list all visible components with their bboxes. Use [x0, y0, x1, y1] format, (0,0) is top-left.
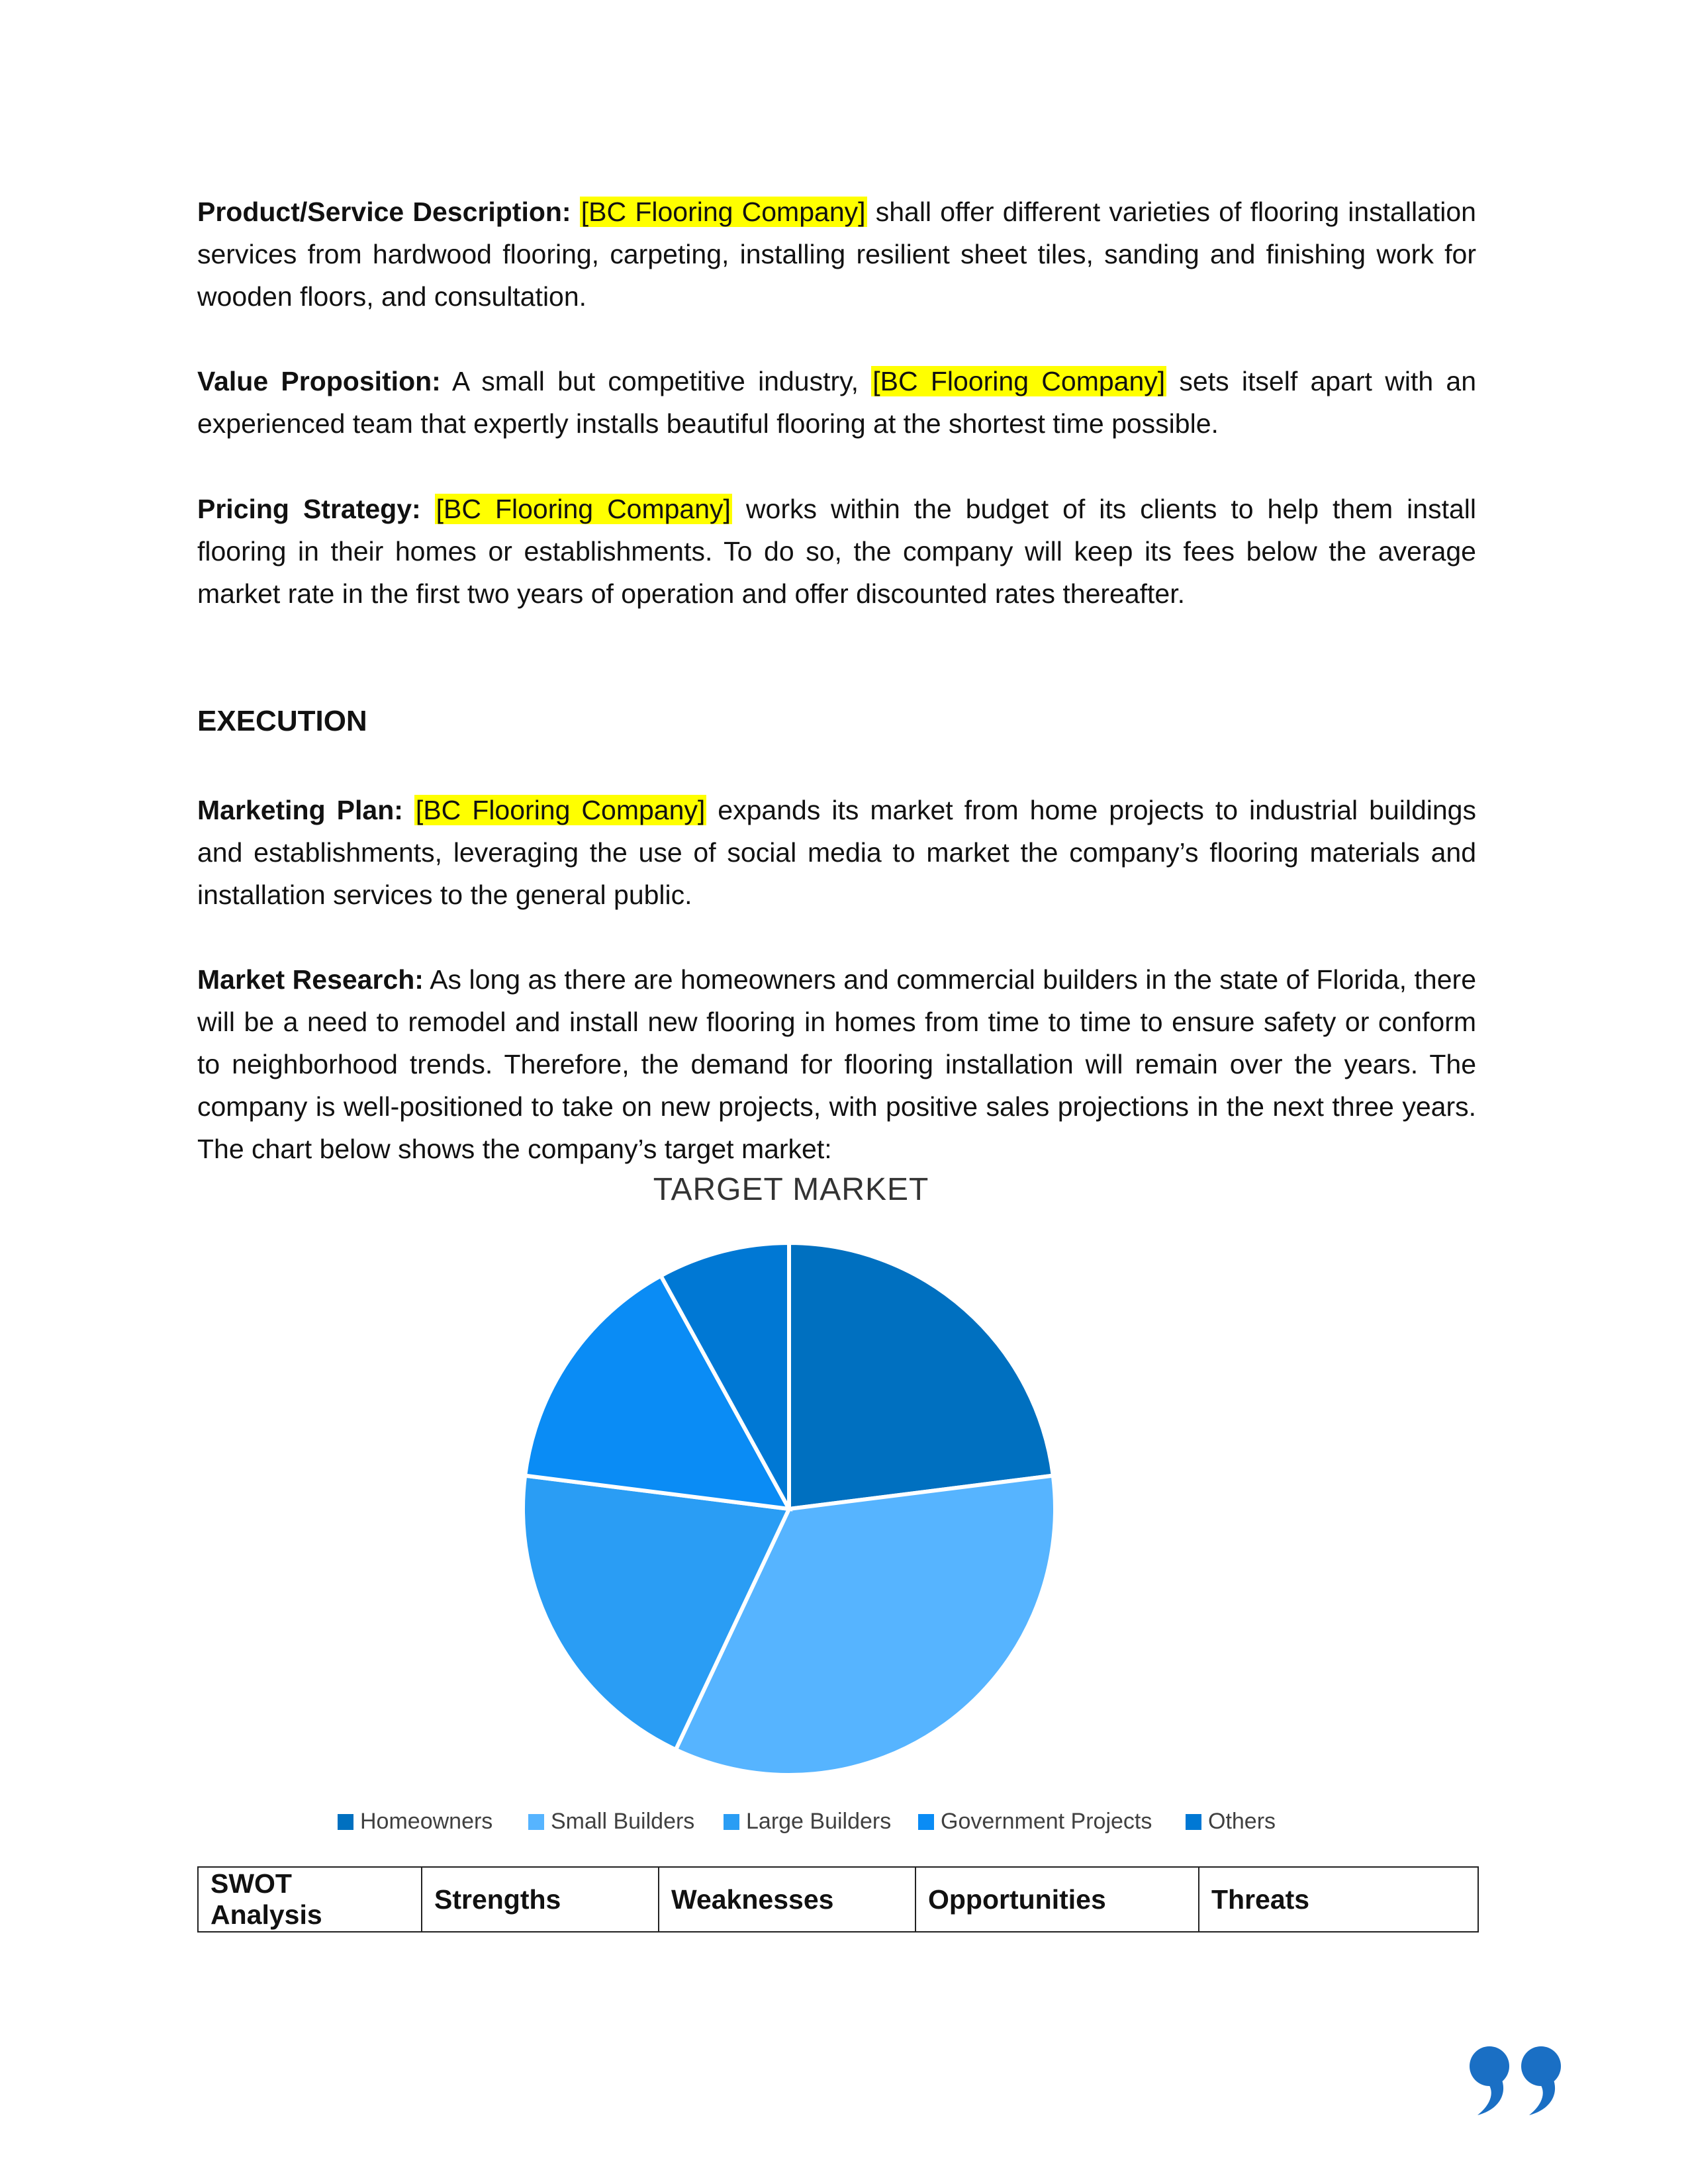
- swot-header-cell: Opportunities: [915, 1867, 1199, 1932]
- legend-swatch: [918, 1814, 934, 1830]
- pricing-strategy-paragraph: [197, 488, 1476, 615]
- company-placeholder[interactable]: [BC Flooring Company]: [872, 366, 1166, 396]
- legend-swatch: [528, 1814, 544, 1830]
- value-proposition-paragraph: [197, 360, 1476, 445]
- company-placeholder[interactable]: [BC Flooring Company]: [436, 494, 731, 524]
- product-description-label: Product/Service Description:: [197, 197, 571, 227]
- swot-header-cell: Strengths: [422, 1867, 659, 1932]
- legend-item: [918, 1808, 1152, 1835]
- marketing-plan-text: expands its market from home projects to industrial buildings and establishments, leveraging the use of social media to market the company’s flooring materials and installation services to the general public.: [197, 795, 1476, 910]
- legend-swatch: [338, 1814, 353, 1830]
- swot-header-cell: Weaknesses: [659, 1867, 915, 1932]
- execution-heading: EXECUTION: [197, 705, 367, 737]
- legend-label: Others: [1208, 1809, 1276, 1834]
- company-placeholder[interactable]: [BC Flooring Company]: [415, 795, 706, 825]
- legend-item: [1186, 1808, 1276, 1835]
- marketing-plan-paragraph: [197, 789, 1476, 916]
- product-description-paragraph: [197, 191, 1476, 318]
- pie-slice-homeowners: [789, 1243, 1053, 1509]
- chart-title: TARGET MARKET: [653, 1172, 929, 1207]
- pricing-strategy-text: works within the budget of its clients to help them install flooring in their homes or establishments. To do so, the company will keep its fees below the average market rate in the first two years of operation and offer discounted rates thereafter.: [197, 494, 1476, 609]
- product-description-text: shall offer different varieties of flooring installation services from hardwood flooring, carpeting, installing resilient sheet tiles, sanding and finishing work for wooden floors, and consultation.: [197, 197, 1476, 312]
- legend-item: [724, 1808, 891, 1835]
- legend-swatch: [724, 1814, 739, 1830]
- pricing-strategy-label: Pricing Strategy:: [197, 494, 421, 524]
- company-placeholder[interactable]: [BC Flooring Company]: [581, 197, 866, 227]
- pie-chart: [305, 1171, 1324, 1807]
- market-research-text: As long as there are homeowners and commercial builders in the state of Florida, there will be a need to remodel and install new flooring in homes from time to time to ensure safety or conform to neighborhood trends. Therefore, the demand for flooring installation will remain over the years. The company is well-positioned to take on new projects, with positive sales projections in the next three years. The chart below shows the company’s target market:: [197, 964, 1476, 1164]
- legend-item: [338, 1808, 492, 1835]
- swot-header-cell: Threats: [1199, 1867, 1478, 1932]
- chart-legend: [0, 1808, 1688, 1835]
- value-proposition-text-before: A small but competitive industry,: [440, 366, 872, 396]
- closing-quote-icon: [1468, 2045, 1574, 2118]
- legend-label: Small Builders: [551, 1809, 695, 1834]
- swot-header-cell: SWOT Analysis: [198, 1867, 422, 1932]
- marketing-plan-label: Marketing Plan:: [197, 795, 403, 825]
- legend-item: [528, 1808, 694, 1835]
- legend-label: Homeowners: [360, 1809, 493, 1834]
- swot-table: [197, 1866, 1479, 1933]
- market-research-paragraph: [197, 958, 1476, 1170]
- market-research-label: Market Research:: [197, 964, 424, 995]
- legend-swatch: [1186, 1814, 1201, 1830]
- value-proposition-text-after: sets itself apart with an experienced team that expertly installs beautiful flooring at the shortest time possible.: [197, 366, 1477, 439]
- swot-header-row: [198, 1867, 1478, 1932]
- legend-label: Large Builders: [746, 1809, 892, 1834]
- legend-label: Government Projects: [941, 1809, 1152, 1834]
- target-market-chart: [305, 1171, 1324, 1853]
- value-proposition-label: Value Proposition:: [197, 366, 441, 396]
